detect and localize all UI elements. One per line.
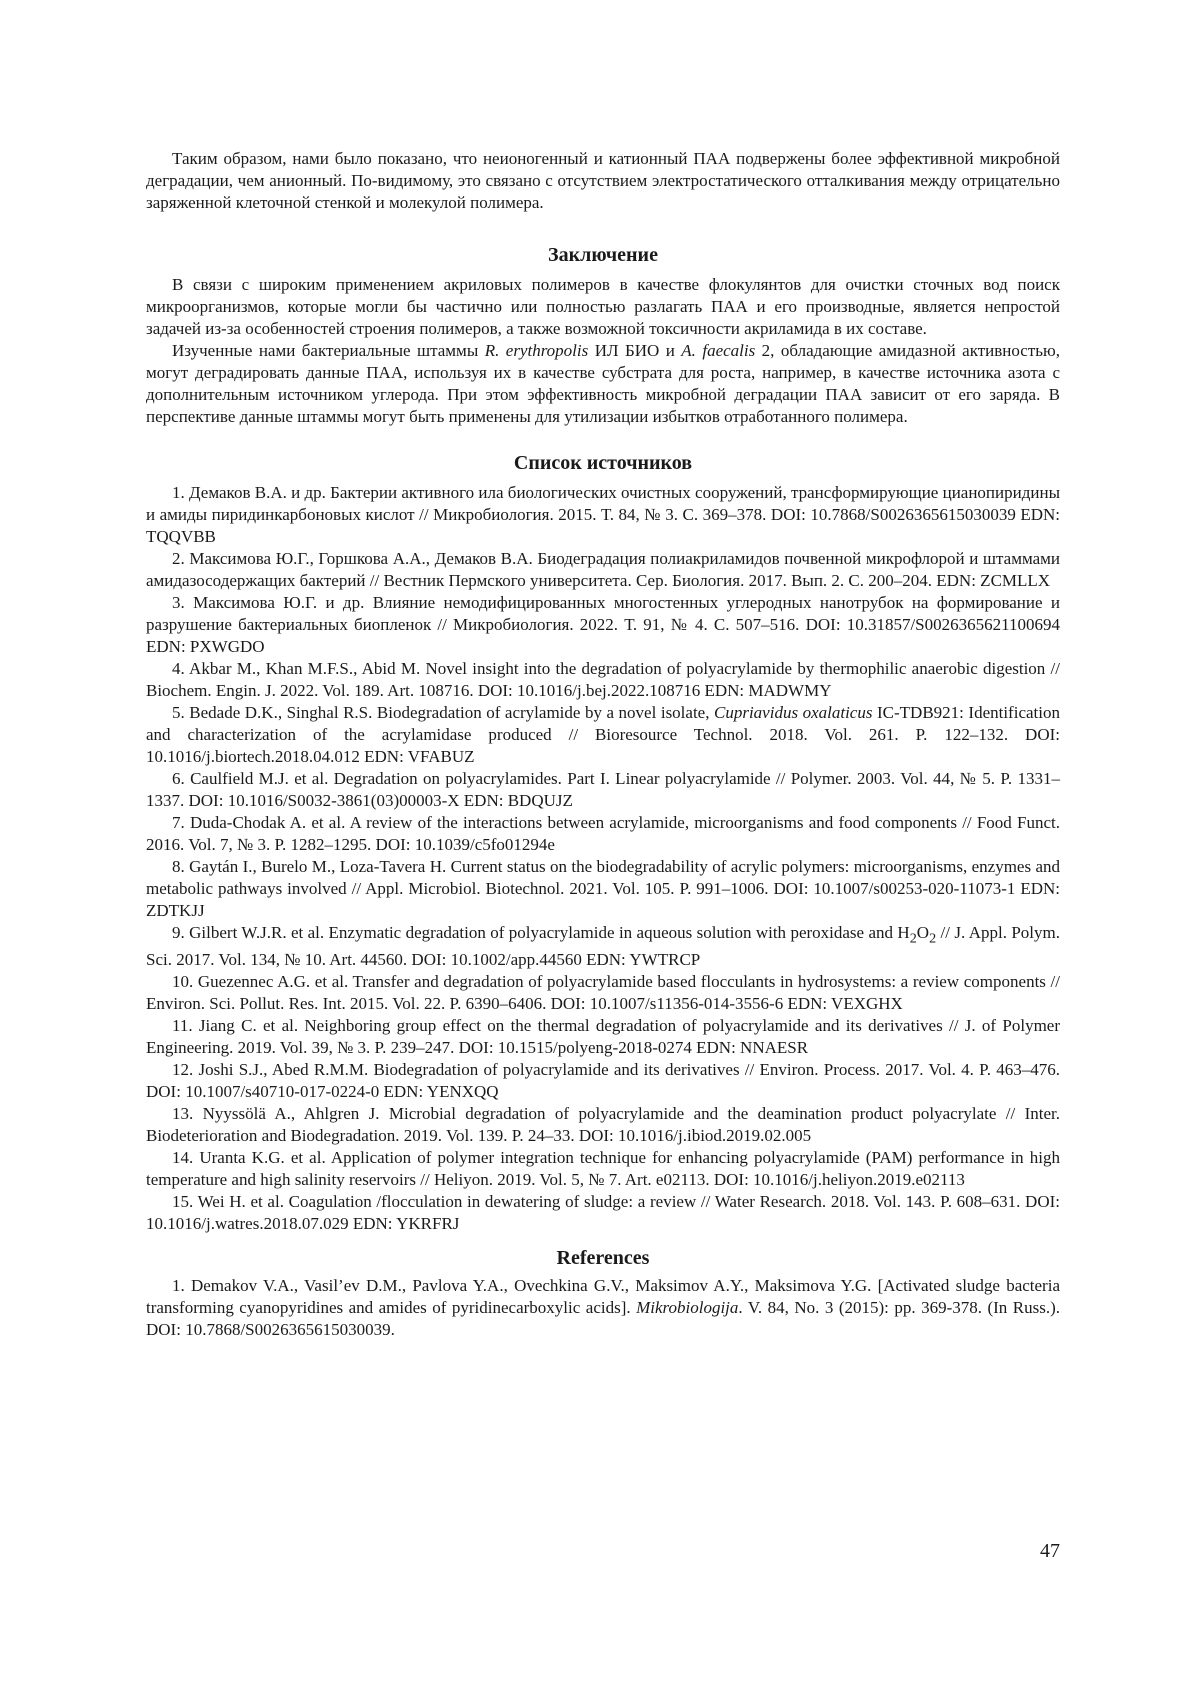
conclusion-paragraph-2 (146, 340, 1060, 428)
sources-heading: Список источников (146, 450, 1060, 476)
text-run: // J. Appl. Polym. Sci. 2017. Vol. 134, № 10. Art. 44560. DOI: 10.1002/app.44560 EDN: YWTRCP (146, 923, 1060, 969)
page-number: 47 (1040, 1540, 1060, 1562)
source-item: 15. Wei H. et al. Coagulation /flocculation in dewatering of sludge: a review // Water Research. 2018. Vol. 143. P. 608–631. DOI: 10.1016/j.watres.2018.07.029 EDN: YKRFRJ (146, 1191, 1060, 1235)
source-item (146, 922, 1060, 971)
species-name: A. faecalis (681, 341, 755, 360)
reference-item (146, 1275, 1060, 1341)
source-item (146, 702, 1060, 768)
sources-list (146, 482, 1060, 1235)
species-name: R. erythropolis (485, 341, 589, 360)
conclusion-paragraph-1: В связи с широким применением акриловых полимеров в качестве флокулянтов для очистки сточных вод поиск микроорганизмов, которые могли бы частично или полностью разлагать ПАА и его производные, является непростой задачей из-за особенностей строения полимеров, а также возможной токсичности акриламида в их составе. (146, 274, 1060, 340)
source-item: 6. Caulfield M.J. et al. Degradation on polyacrylamides. Part I. Linear polyacrylamide // Polymer. 2003. Vol. 44, № 5. P. 1331–1337. DOI: 10.1016/S0032-3861(03)00003-X EDN: BDQUJZ (146, 768, 1060, 812)
source-item: 12. Joshi S.J., Abed R.M.M. Biodegradation of polyacrylamide and its derivatives // Environ. Process. 2017. Vol. 4. P. 463–476. DOI: 10.1007/s40710-017-0224-0 EDN: YENXQQ (146, 1059, 1060, 1103)
text-run: IC-TDB921: Identification and characterization of the acrylamidase produced // Bioresource Technol. 2018. Vol. 261. P. 122–132. DOI: 10.1016/j.biortech.2018.04.012 EDN: VFABUZ (146, 703, 1060, 766)
source-item: 4. Akbar M., Khan M.F.S., Abid M. Novel insight into the degradation of polyacrylamide by thermophilic anaerobic digestion // Biochem. Engin. J. 2022. Vol. 189. Art. 108716. DOI: 10.1016/j.bej.2022.108716 EDN: MADWMY (146, 658, 1060, 702)
text-run: ИЛ БИО и (588, 341, 681, 360)
subscript: 2 (910, 930, 917, 946)
references-heading: References (146, 1245, 1060, 1271)
source-item: 10. Guezennec A.G. et al. Transfer and degradation of polyacrylamide based flocculants in hydrosystems: a review components // Environ. Sci. Pollut. Res. Int. 2015. Vol. 22. P. 6390–6406. DOI: 10.1007/s11356-014-3556-6 EDN: VEXGHX (146, 971, 1060, 1015)
source-item: 2. Максимова Ю.Г., Горшкова А.А., Демаков В.А. Биодеградация полиакриламидов почвенной микрофлорой и штаммами амидазосодержащих бактерий // Вестник Пермского университета. Сер. Биология. 2017. Вып. 2. С. 200–204. EDN: ZCMLLX (146, 548, 1060, 592)
source-item: 13. Nyyssölä A., Ahlgren J. Microbial degradation of polyacrylamide and the deamination product polyacrylate // Inter. Biodeterioration and Biodegradation. 2019. Vol. 139. P. 24–33. DOI: 10.1016/j.ibiod.2019.02.005 (146, 1103, 1060, 1147)
document-page (0, 0, 1200, 1697)
text-run: O (917, 923, 929, 942)
text-run: 5. Bedade D.K., Singhal R.S. Biodegradation of acrylamide by a novel isolate, (172, 703, 714, 722)
journal-name: Mikrobiologija (636, 1298, 738, 1317)
references-list (146, 1275, 1060, 1341)
text-run: Изученные нами бактериальные штаммы (172, 341, 485, 360)
subscript: 2 (929, 930, 936, 946)
source-item: 1. Демаков В.А. и др. Бактерии активного ила биологических очистных сооружений, трансформирующие цианопиридины и амиды пиридинкарбоновых кислот // Микробиология. 2015. Т. 84, № 3. С. 369–378. DOI: 10.7868/S0026365615030039 EDN: TQQVBB (146, 482, 1060, 548)
text-run: 2, обладающие амидазной активностью, могут деградировать данные ПАА, используя их в качестве субстрата для роста, например, в качестве источника азота с дополнительным источником углерода. При этом эффективность микробной деградации ПАА зависит от его заряда. В перспективе данные штаммы могут быть применены для утилизации избытков отработанного полимера. (146, 341, 1060, 426)
source-item: 11. Jiang C. et al. Neighboring group effect on the thermal degradation of polyacrylamide and its derivatives // J. of Polymer Engineering. 2019. Vol. 39, № 3. P. 239–247. DOI: 10.1515/polyeng-2018-0274 EDN: NNAESR (146, 1015, 1060, 1059)
species-name: Cupriavidus oxalaticus (714, 703, 872, 722)
source-item: 3. Максимова Ю.Г. и др. Влияние немодифицированных многостенных углеродных нанотрубок на формирование и разрушение бактериальных биопленок // Микробиология. 2022. Т. 91, № 4. С. 507–516. DOI: 10.31857/S0026365621100694 EDN: PXWGDO (146, 592, 1060, 658)
text-run: 9. Gilbert W.J.R. et al. Enzymatic degradation of polyacrylamide in aqueous solution with peroxidase and H (172, 923, 910, 942)
conclusion-heading: Заключение (146, 242, 1060, 268)
text-run: . V. 84, No. 3 (2015): pp. 369-378. (In Russ.). DOI: 10.7868/S0026365615030039. (146, 1298, 1060, 1339)
text-run: 1. Demakov V.A., Vasil’ev D.M., Pavlova Y.A., Ovechkina G.V., Maksimov A.Y., Maksimova Y.G. [Activated sludge bacteria transforming cyanopyridines and amides of pyridinecarboxylic acids]. (146, 1276, 1060, 1317)
source-item: 8. Gaytán I., Burelo M., Loza-Tavera H. Current status on the biodegradability of acrylic polymers: microorganisms, enzymes and metabolic pathways involved // Appl. Microbiol. Biotechnol. 2021. Vol. 105. P. 991–1006. DOI: 10.1007/s00253-020-11073-1 EDN: ZDTKJJ (146, 856, 1060, 922)
source-item: 14. Uranta K.G. et al. Application of polymer integration technique for enhancing polyacrylamide (PAM) performance in high temperature and high salinity reservoirs // Heliyon. 2019. Vol. 5, № 7. Art. e02113. DOI: 10.1016/j.heliyon.2019.e02113 (146, 1147, 1060, 1191)
source-item: 7. Duda-Chodak A. et al. A review of the interactions between acrylamide, microorganisms and food components // Food Funct. 2016. Vol. 7, № 3. P. 1282–1295. DOI: 10.1039/c5fo01294e (146, 812, 1060, 856)
intro-paragraph: Таким образом, нами было показано, что неионогенный и катионный ПАА подвержены более эффективной микробной деградации, чем анионный. По-видимому, это связано с отсутствием электростатического отталкивания между отрицательно заряженной клеточной стенкой и молекулой полимера. (146, 148, 1060, 214)
